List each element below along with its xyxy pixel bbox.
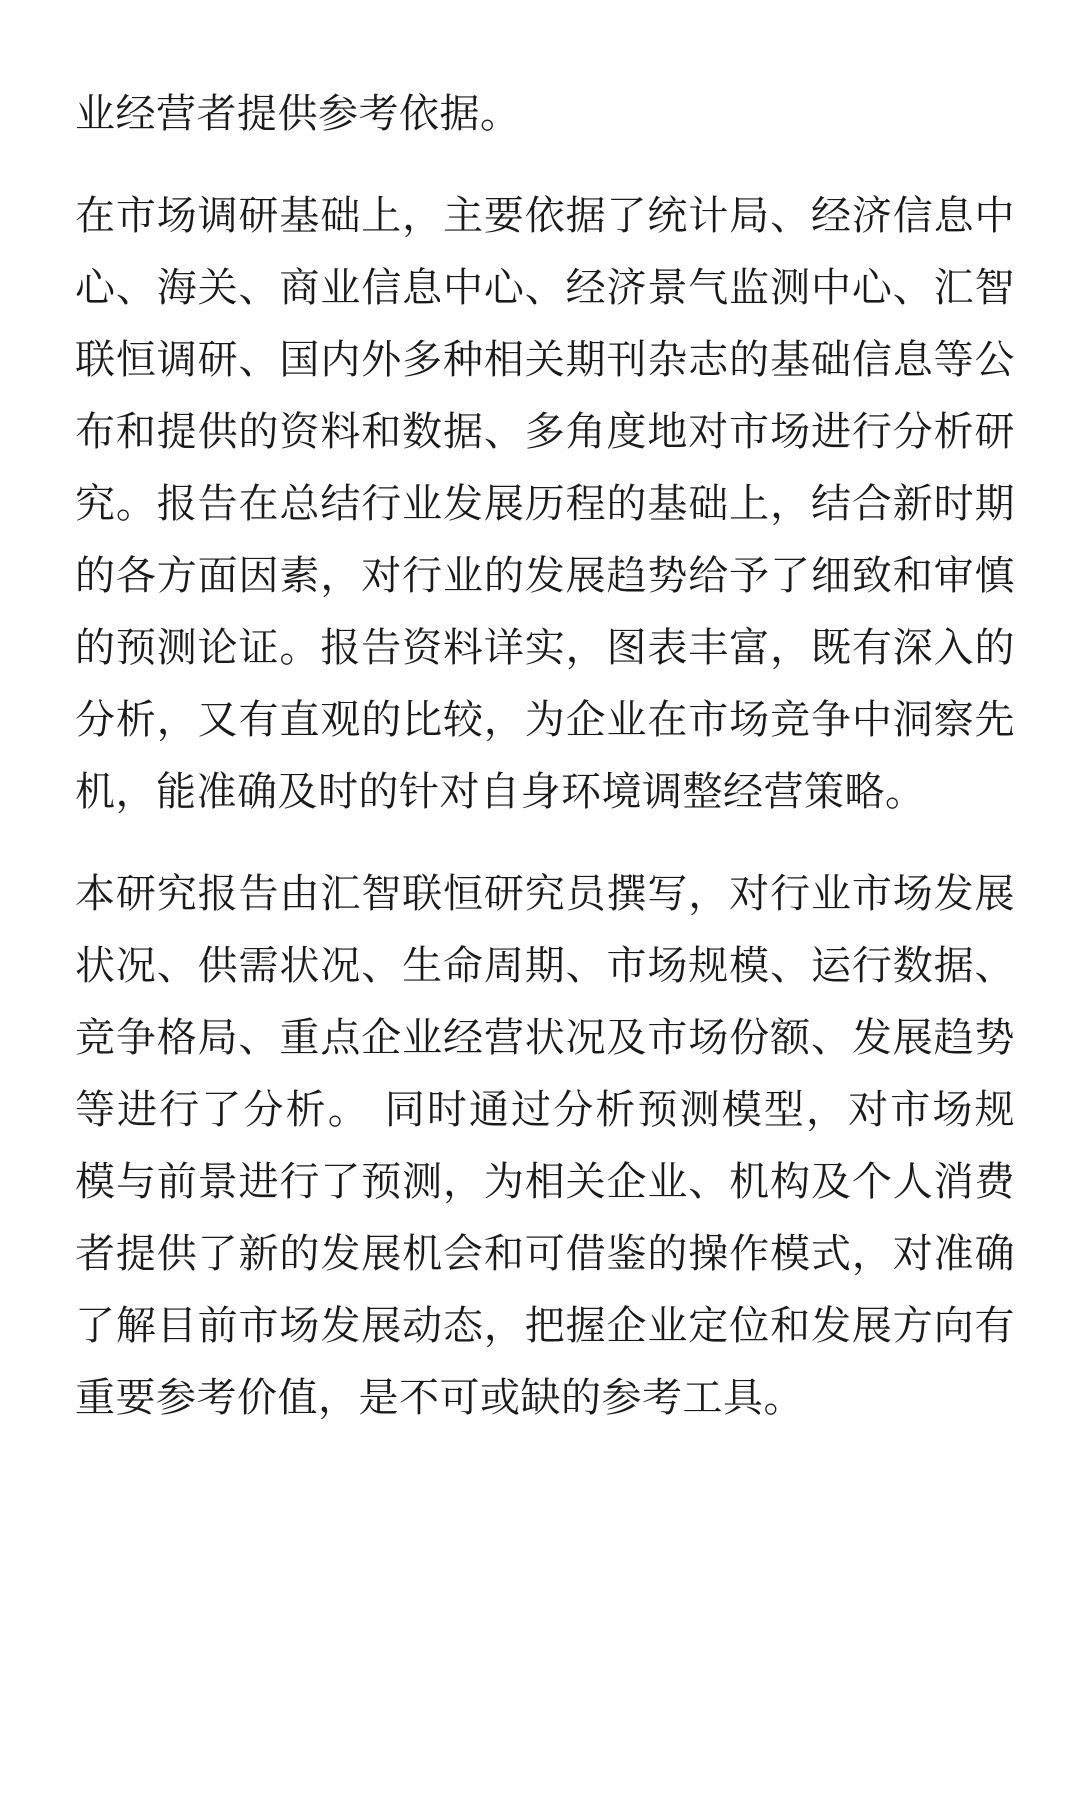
article-paragraph-report-summary: 本研究报告由汇智联恒研究员撰写，对行业市场发展状况、供需状况、生命周期、市场规模、运行数据、竞争格局、重点企业经营状况及市场份额、发展趋势等进行了分析。 同时通过分析预测模型，对市场规模与前景进行了预测，为相关企业、机构及个人消费者提供了新的发展机会和可借鉴的操作模式，对准确了解目前市场发展动态，把握企业定位和发展方向有重要参考价值，是不可或缺的参考工具。 xyxy=(75,871,1015,1421)
article-paragraph-research-basis: 在市场调研基础上，主要依据了统计局、经济信息中心、海关、商业信息中心、经济景气监测中心、汇智联恒调研、国内外多种相关期刊杂志的基础信息等公布和提供的资料和数据、多角度地对市场进行分析研究。报告在总结行业发展历程的基础上，结合新时期的各方面因素，对行业的发展趋势给予了细致和审慎的预测论证。报告资料详实，图表丰富，既有深入的分析，又有直观的比较，为企业在市场竞争中洞察先机，能准确及时的针对自身环境调整经营策略。 xyxy=(75,193,1015,815)
article-paragraph-intro-tail: 业经营者提供参考依据。 xyxy=(75,91,521,137)
article-body xyxy=(75,78,1015,1434)
